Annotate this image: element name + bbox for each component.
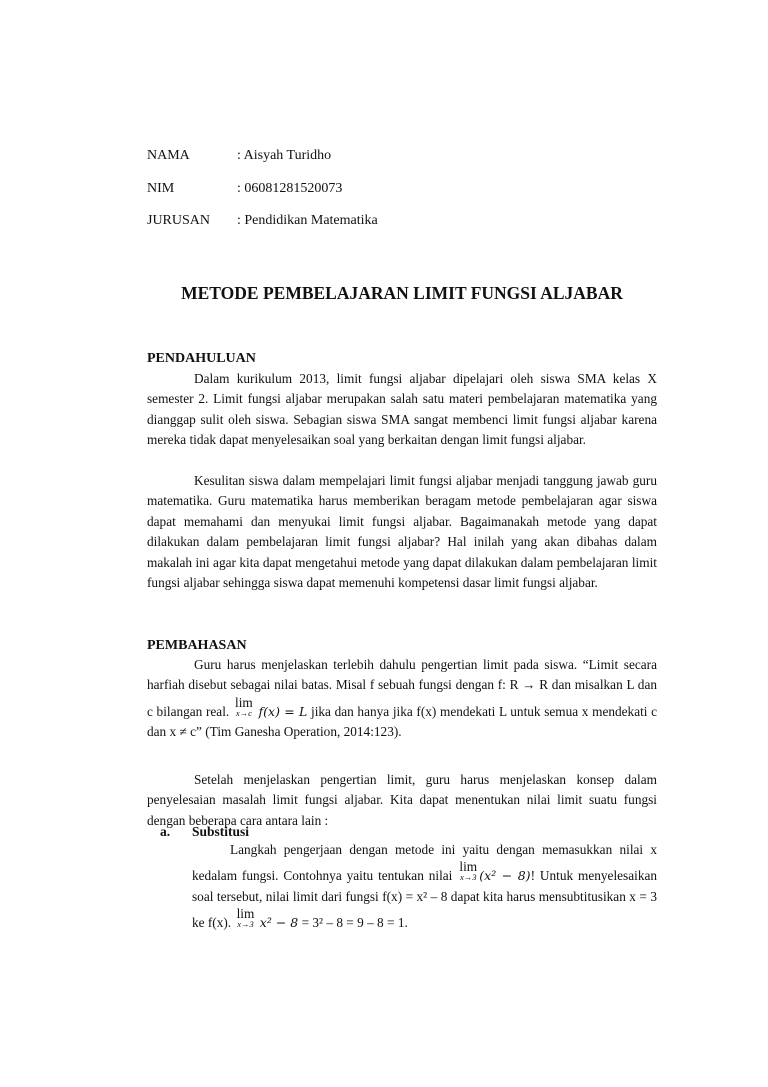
pembahasan-paragraph-1: Guru harus menjelaskan terlebih dahulu pengertian limit pada siswa. “Limit secara harfiah disebut sebagai nilai batas. Misal f sebuah fungsi dengan f: R → R dan misalkan L dan c bilangan real. lim x→c f(x) = L jika dan hanya jika f(x) mendekati L untuk semua x mendekati c dan x ≠ c” (Tim Ganesha Operation, 2014:123). [147, 657, 658, 740]
limit-expression-1: (x² − 8) [479, 868, 531, 884]
nama-value: : Aisyah Turidho [237, 148, 332, 163]
heading-pendahuluan: PENDAHULUAN [147, 351, 256, 366]
arrow-icon: → [522, 677, 536, 693]
pendahuluan-paragraph-2: Kesulitan siswa dalam mempelajari limit fungsi aljabar menjadi tanggung jawab guru matematika. Guru matematika harus memberikan beragam metode pembelajaran agar siswa dapat memahami dan menyukai limit fungsi aljabar. Bagaimanakah metode yang dapat dilakukan dalam pembelajaran limit fungsi aljabar? Hal inilah yang akan dibahas dalam makalah ini agar kita dapat mengetahui metode yang dapat dilakukan dalam pembelajaran limit fungsi aljabar sehingga siswa dapat memenuhi kompetensi dasar limit fungsi aljabar. [147, 473, 657, 591]
substitusi-title: Substitusi [192, 824, 250, 839]
pendahuluan-paragraph-1: Dalam kurikulum 2013, limit fungsi aljabar dipelajari oleh siswa SMA kelas X semester 2. Limit fungsi aljabar merupakan salah satu materi pembelajaran matematika yang dianggap sulit oleh siswa. Sebagian siswa SMA sangat membenci limit fungsi aljabar karena mereka tidak dapat menyelesaikan soal yang berkaitan dengan limit fungsi aljabar. [147, 371, 657, 448]
nim-label: NIM [147, 181, 175, 196]
document-title: METODE PEMBELAJARAN LIMIT FUNGSI ALJABAR [181, 283, 623, 303]
nim-value: : 06081281520073 [237, 181, 343, 196]
limit-notation-substitusi: lim x→3 [459, 859, 478, 883]
list-marker-a: a. [160, 824, 171, 839]
jurusan-label: JURUSAN [147, 213, 211, 228]
pembahasan-paragraph-2: Setelah menjelaskan pengertian limit, guru harus menjelaskan konsep dalam penyelesaian masalah limit fungsi aljabar. Kita dapat menentukan nilai limit suatu fungsi dengan beberapa cara antara lain : [147, 772, 657, 828]
heading-pembahasan: PEMBAHASAN [147, 638, 247, 653]
nama-label: NAMA [147, 148, 190, 163]
jurusan-value: : Pendidikan Matematika [237, 213, 378, 228]
limit-notation: lim x→c [235, 694, 253, 718]
limit-expression: f(x) = L [258, 703, 308, 719]
limit-notation-substitusi-2: lim x→3 [236, 906, 255, 930]
substitusi-paragraph: Langkah pengerjaan dengan metode ini yaitu dengan memasukkan nilai x kedalam fungsi. Contohnya yaitu tentukan nilai lim x→3 (x² − 8)! Untuk menyelesaikan soal tersebut, nilai limit dari fungsi f(x) = x² – 8 dapat kita harus mensubtitusikan x = 3 ke f(x). lim x→3 x² − 8 = 3² – 8 = 9 – 8 = 1. [192, 842, 658, 931]
limit-expression-2: x² − 8 [259, 915, 299, 931]
